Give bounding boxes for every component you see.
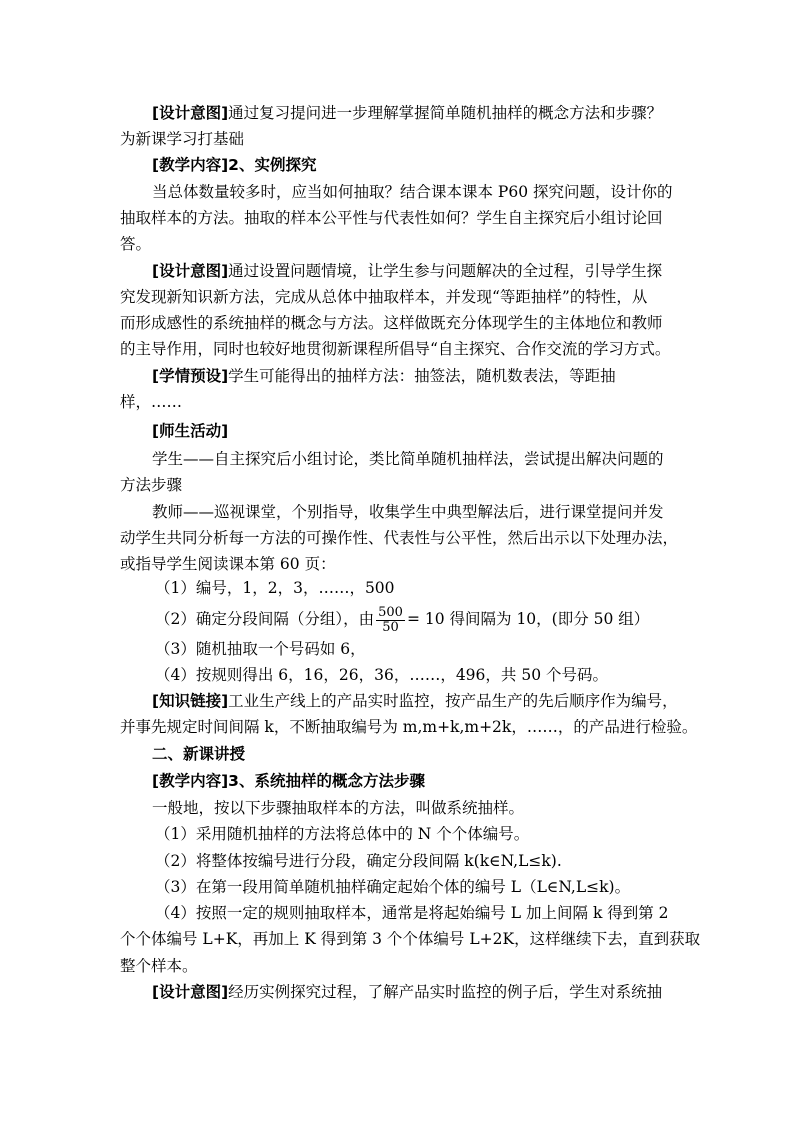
- paragraph-text: 工业生产线上的产品实时监控，按产品生产的先后顺序作为编号，: [228, 692, 678, 710]
- paragraph-line: 的主导作用，同时也较好地贯彻新课程所倡导“自主探究、合作交流的学习方式。: [120, 340, 671, 358]
- section-tag: [教学内容]: [152, 156, 229, 174]
- paragraph-line: 抽取样本的方法。抽取的样本公平性与代表性如何？学生自主探究后小组讨论回: [120, 209, 663, 227]
- paragraph-line: 动学生共同分析每一方法的可操作性、代表性与公平性，然后出示以下处理办法，: [120, 529, 679, 547]
- list-item: [155, 604, 649, 635]
- section-tag: [设计意图]: [152, 104, 229, 122]
- section-tag: [知识链接]: [152, 692, 229, 710]
- list-item: （3）随机抽取一个号码如 6，: [155, 640, 366, 658]
- paragraph-line: 整个样本。: [120, 957, 198, 975]
- fraction-denominator: 50: [382, 619, 399, 635]
- paragraph-line: 答。: [120, 235, 152, 253]
- paragraph-line: 学生——自主探究后小组讨论，类比简单随机抽样法，尝试提出解决问题的: [152, 450, 664, 468]
- paragraph-text: 学生可能得出的抽样方法：抽签法，随机数表法，等距抽: [228, 367, 616, 385]
- paragraph-line: 当总体数量较多时，应当如何抽取？结合课本课本 P60 探究问题，设计你的: [152, 183, 673, 201]
- list-item: （2）将整体按编号进行分段，确定分段间隔 k(k∈N,L≤k).: [155, 852, 562, 870]
- list-item: （1）采用随机抽样的方法将总体中的 N 个个体编号。: [155, 825, 530, 843]
- section-tag: [教学内容]: [152, 772, 229, 790]
- paragraph-line: 样，……: [120, 393, 183, 411]
- section-tag: [设计意图]: [152, 262, 229, 280]
- paragraph-line: 个个体编号 L+K，再加上 K 得到第 3 个个体编号 L+2K，这样继续下去，直到获取: [120, 930, 701, 948]
- paragraph-line: 并事先规定时间间隔 k，不断抽取编号为 m,m+k,m+2k，……，的产品进行检验。: [120, 718, 698, 736]
- paragraph-line: 究发现新知识新方法，完成从总体中抽取样本，并发现“等距抽样”的特性，从: [120, 288, 648, 306]
- paragraph-text: 经历实例探究过程，了解产品实时监控的例子后，学生对系统抽: [228, 983, 663, 1001]
- paragraph-line: [152, 691, 678, 711]
- list-item: （1）编号，1，2，3，……，500: [155, 579, 395, 597]
- fraction-numerator: 500: [378, 604, 403, 620]
- section-heading: 二、新课讲授: [152, 745, 246, 763]
- paragraph-line: [152, 103, 662, 123]
- list-item-text: = 10 得间隔为 10，(即分 50 组）: [406, 610, 650, 628]
- section-tag: [设计意图]: [152, 983, 229, 1001]
- heading-text: 3、系统抽样的概念方法步骤: [228, 772, 425, 790]
- paragraph-line: 方法步骤: [120, 476, 183, 494]
- list-item: （4）按规则得出 6，16，26，36，……，496，共 50 个号码。: [155, 666, 608, 684]
- section-heading: [152, 155, 316, 175]
- heading-text: 2、实例探究: [228, 156, 317, 174]
- section-heading: [152, 771, 425, 791]
- section-tag: [学情预设]: [152, 367, 229, 385]
- paragraph-line: [152, 982, 662, 1002]
- section-tag: [师生活动]: [152, 422, 229, 440]
- paragraph-text: 通过复习提问进一步理解掌握简单随机抽样的概念方法和步骤？: [228, 104, 663, 122]
- paragraph-line: 或指导学生阅读课本第 60 页：: [120, 555, 336, 573]
- list-item: （3）在第一段用简单随机抽样确定起始个体的编号 L（L∈N,L≤k)。: [155, 878, 631, 896]
- paragraph-line: 教师——巡视课堂，个别指导，收集学生中典型解法后，进行课堂提问并发: [152, 503, 664, 521]
- fraction: [376, 606, 405, 635]
- list-item-text: （2）确定分段间隔（分组），由: [155, 610, 375, 628]
- paragraph-line: 为新课学习打基础: [120, 130, 245, 148]
- paragraph-text: 通过设置问题情境，让学生参与问题解决的全过程，引导学生探: [228, 262, 663, 280]
- paragraph-line: 而形成感性的系统抽样的概念与方法。这样做既充分体现学生的主体地位和教师: [120, 314, 663, 332]
- list-item: （4）按照一定的规则抽取样本，通常是将起始编号 L 加上间隔 k 得到第 2: [155, 904, 669, 922]
- paragraph-line: [152, 261, 662, 281]
- paragraph-line: [152, 366, 616, 386]
- paragraph-line: 一般地，按以下步骤抽取样本的方法，叫做系统抽样。: [152, 799, 525, 817]
